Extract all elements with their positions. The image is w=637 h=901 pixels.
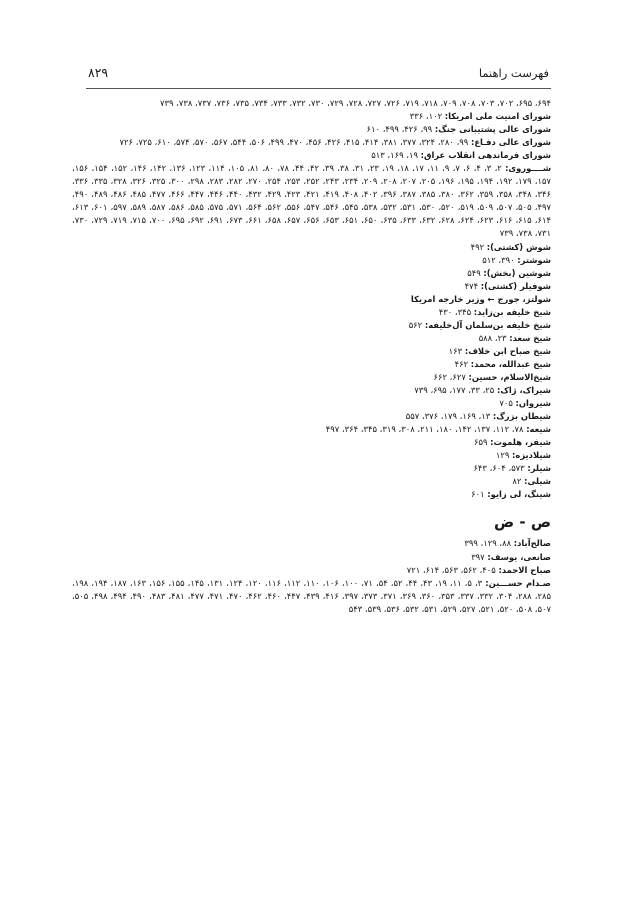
index-term: شورای عالی دفـاع:	[470, 137, 551, 148]
index-page-refs: ۸۸، ۱۲۹، ۳۹۹	[464, 538, 512, 549]
index-page-refs: ۶۲۷، ۶۶۲	[433, 371, 466, 382]
index-page-refs: ۹۹، ۲۸۰، ۳۲۴، ۳۷۷، ۳۸۱، ۴۱۴، ۴۱۵، ۴۲۶، ۴۵۶، ۴۷۰، ۴۹۹، ۵۰۶، ۵۴۴، ۵۶۷، ۵۷۰، ۵۷۴، ۶۱۰، ۷۲۵، ۷۲۶	[119, 137, 469, 148]
index-term: صانعی، یوسف:	[487, 551, 551, 562]
index-term: صالح‌آباد:	[513, 538, 551, 549]
index-term: شیطان بزرگ:	[492, 411, 551, 422]
index-entry	[72, 449, 551, 462]
page-header	[86, 66, 551, 89]
index-entry	[72, 149, 551, 162]
index-entry	[72, 436, 551, 449]
index-entry	[72, 136, 551, 149]
index-page-refs: ۴۹۲	[470, 241, 485, 252]
index-entry	[72, 371, 551, 384]
index-term: شیخ سعد:	[509, 332, 551, 343]
index-term: شیراک، ژاک:	[496, 385, 551, 396]
index-page-refs: ۷۰۵	[499, 398, 513, 409]
index-entry	[72, 345, 551, 358]
index-entry	[72, 384, 551, 397]
index-page-refs: ۳۴۵، ۴۳۰	[438, 306, 472, 317]
index-page-refs: ۱۲۹	[495, 450, 510, 461]
index-entry	[72, 564, 551, 577]
index-term: شــــوروی:	[505, 163, 552, 174]
index-entry	[72, 551, 551, 564]
section-heading: ص - ض	[493, 513, 551, 532]
index-content	[72, 97, 551, 616]
index-page-refs: ۶۵۹	[473, 437, 488, 448]
index-entry	[72, 332, 551, 345]
index-entry	[72, 254, 551, 267]
index-term: شوفیلر (کشتی):	[480, 280, 551, 291]
index-page-refs: ۹۹، ۴۲۶، ۴۹۹، ۶۱۰	[366, 124, 433, 135]
index-entry	[72, 462, 551, 475]
index-entry	[72, 241, 551, 254]
index-term: شوشتر:	[517, 254, 551, 265]
index-entry	[72, 488, 551, 501]
index-page-refs: ۶۰۱	[471, 489, 485, 500]
index-entry	[72, 110, 551, 123]
index-term: شورای امنیت ملی امریکا:	[444, 111, 551, 122]
index-page-refs: ۳۹۷	[471, 551, 485, 562]
index-entry	[72, 267, 551, 280]
index-entry	[72, 537, 551, 550]
index-term: شوشین (بخش):	[483, 267, 551, 278]
index-entry	[72, 410, 551, 423]
index-entry	[72, 397, 551, 410]
index-entry	[72, 123, 551, 136]
index-term: شوش (کشتی):	[486, 241, 551, 252]
index-term: شیفر، هلموت:	[490, 437, 551, 448]
index-term: شیلر:	[527, 463, 551, 474]
index-term: شیخ صباح ابن خلاف:	[464, 345, 551, 356]
index-term: شیروان:	[515, 398, 551, 409]
index-term: صباح الاحمد:	[498, 564, 551, 575]
index-entries-sh	[72, 110, 551, 501]
index-page-refs: ۲۳، ۵۸۸	[478, 332, 507, 343]
index-term: شیلی:	[524, 476, 551, 487]
page-number: ۸۲۹	[88, 65, 109, 80]
index-entry	[72, 280, 551, 293]
index-page-refs: ۲۵، ۳۳، ۱۷۷، ۶۹۵، ۷۳۹	[414, 385, 495, 396]
index-entry	[72, 577, 551, 616]
index-term: شولتز، جورج ← وزیر خارجه امریکا	[410, 293, 551, 304]
index-term: صـدام حســـین:	[485, 577, 551, 588]
index-term: شینگ، لی زایو:	[487, 489, 551, 500]
continued-refs: ۶۹۴، ۶۹۵، ۷۰۲، ۷۰۳، ۷۰۸، ۷۰۹، ۷۱۸، ۷۱۹، ۷۲۶، ۷۲۷، ۷۲۸، ۷۲۹، ۷۳۰، ۷۳۲، ۷۳۳، ۷۳۴، ۷۳۵، ۷۳۶، ۷۳۷، ۷۳۸، ۷۳۹	[160, 98, 551, 108]
index-term: شیعه:	[526, 424, 551, 435]
index-page-refs: ۵۴۹	[467, 267, 481, 278]
index-entry	[72, 475, 551, 488]
index-term: شیخ خلیفه بن‌زاید:	[473, 306, 551, 317]
index-term: شورای فرماندهی انقلاب عراق:	[420, 150, 551, 161]
index-term: شیخ خلیفه بن‌سلمان آل‌خلیفه:	[424, 319, 551, 330]
index-page-refs: ۱۳، ۱۶۹، ۱۷۹، ۳۷۶، ۵۵۷	[405, 411, 491, 422]
index-entry	[72, 293, 551, 306]
index-entry	[72, 319, 551, 332]
index-page-refs: ۳۹۰، ۵۱۲	[482, 254, 515, 265]
index-page-refs: ۸۲	[512, 476, 522, 487]
index-page-refs: ۴۰۵، ۵۶۲، ۵۶۳، ۶۱۴، ۷۲۱	[406, 564, 496, 575]
index-page-refs: ۷۸، ۱۱۲، ۱۳۷، ۱۴۲، ۱۸۰، ۲۱۱، ۳۰۸، ۳۱۹، ۳۴۵، ۳۶۴، ۴۹۷	[325, 424, 524, 435]
index-entries-sad	[72, 537, 551, 615]
index-page-refs: ۲، ۳، ۴، ۶، ۷، ۹، ۱۱، ۱۷، ۱۸، ۱۹، ۲۳، ۳۱، ۳۸، ۳۹، ۴۲، ۴۴، ۷۸، ۸۰، ۸۱، ۱۰۵، ۱۱۴، ۱۲۳، ۱۳۶، ۱۴۲، ۱۴۶، ۱۵۲، ۱۵۴، ۱۵۶، ۱۵۷، ۱۷۹، ۱۹۲، ۱۹۴، ۱۹۵، ۱۹۶، ۲۰۵، ۲۰۷، ۲۰۸، ۲۰۹، ۲۳۴، ۲۴۳، ۲۵۲، ۲۵۳، ۲۵۴، ۲۷۰، ۲۸۲، ۲۸۳، ۲۹۸، ۳۰۰، ۳۲۵، ۳۲۶، ۳۲۸، ۳۳۵، ۳۳۶، ۳۴۶، ۳۴۸، ۳۵۸، ۳۵۹، ۳۶۲، ۳۸۰، ۳۸۵، ۳۸۷، ۳۹۶، ۴۰۲، ۴۰۸، ۴۱۹، ۴۲۱، ۴۲۳، ۴۲۹، ۴۳۲، ۴۴۰، ۴۴۶، ۴۴۷، ۴۶۶، ۴۷۷، ۴۸۵، ۴۸۶، ۴۸۹، ۴۹۰، ۴۹۷، ۵۰۵، ۵۰۷، ۵۰۹، ۵۱۹، ۵۲۰، ۵۳۰، ۵۳۱، ۵۳۲، ۵۳۸، ۵۴۵، ۵۴۶، ۵۴۷، ۵۵۶، ۵۶۲، ۵۶۴، ۵۷۱، ۵۷۵، ۵۸۵، ۵۸۶، ۵۸۷، ۵۸۹، ۵۹۷، ۶۰۱، ۶۱۳، ۶۱۴، ۶۱۵، ۶۱۶، ۶۲۳، ۶۲۴، ۶۲۸، ۶۳۲، ۶۳۳، ۶۳۵، ۶۵۰، ۶۵۱، ۶۵۳، ۶۵۶، ۶۵۷، ۶۵۸، ۶۶۱، ۶۷۳، ۶۹۱، ۶۹۲، ۶۹۵، ۷۰۰، ۷۱۵، ۷۱۹، ۷۲۹، ۷۳۰، ۷۳۱، ۷۳۸، ۷۳۹	[72, 163, 551, 239]
index-page-refs: ۵۶۲	[408, 319, 423, 330]
page-title: فهرست راهنما	[478, 66, 549, 80]
index-page-refs: ۱۹، ۱۶۹، ۵۱۳	[371, 150, 418, 161]
index-entry	[72, 358, 551, 371]
index-entry	[72, 423, 551, 436]
index-term: شیخ عبدالله، محمد:	[470, 358, 551, 369]
index-term: شورای عالی پشتیبانی جنگ:	[434, 124, 551, 135]
index-page-refs: ۱۶۳	[448, 345, 463, 356]
index-page-refs: ۳، ۵، ۱۱، ۱۹، ۴۳، ۴۴، ۵۲، ۵۴، ۷۱، ۱۰۰، ۱۰۶، ۱۱۰، ۱۱۲، ۱۱۶، ۱۲۰، ۱۲۴، ۱۳۱، ۱۴۵، ۱۵۵، ۱۵۶، ۱۶۳، ۱۸۷، ۱۹۴، ۱۹۸، ۲۸۵، ۲۸۸، ۳۰۴، ۳۳۲، ۳۳۷، ۳۵۳، ۳۶۰، ۳۶۹، ۳۷۱، ۳۷۳، ۳۹۷، ۴۱۶، ۴۳۹، ۴۴۷، ۴۶۰، ۴۶۲، ۴۷۰، ۴۷۱، ۴۷۷، ۴۸۱، ۴۸۳، ۴۹۰، ۴۹۴، ۴۹۸، ۵۰۵، ۵۰۷، ۵۰۸، ۵۲۰، ۵۲۱، ۵۲۷، ۵۲۹، ۵۳۱، ۵۳۲، ۵۳۶، ۵۳۹، ۵۴۳	[72, 577, 551, 614]
index-page-refs: ۱۰۲، ۳۳۶	[409, 111, 443, 122]
index-entry	[72, 162, 551, 240]
index-page-refs: ۴۶۲	[454, 358, 469, 369]
index-term: شیخ‌الاسلام، حسین:	[468, 371, 551, 382]
index-entry	[72, 306, 551, 319]
index-page-refs: ۵۷۳، ۶۰۴، ۶۴۳	[473, 463, 525, 474]
index-term: شیلادیزه:	[512, 450, 551, 461]
index-page-refs: ۴۷۴	[464, 280, 479, 291]
